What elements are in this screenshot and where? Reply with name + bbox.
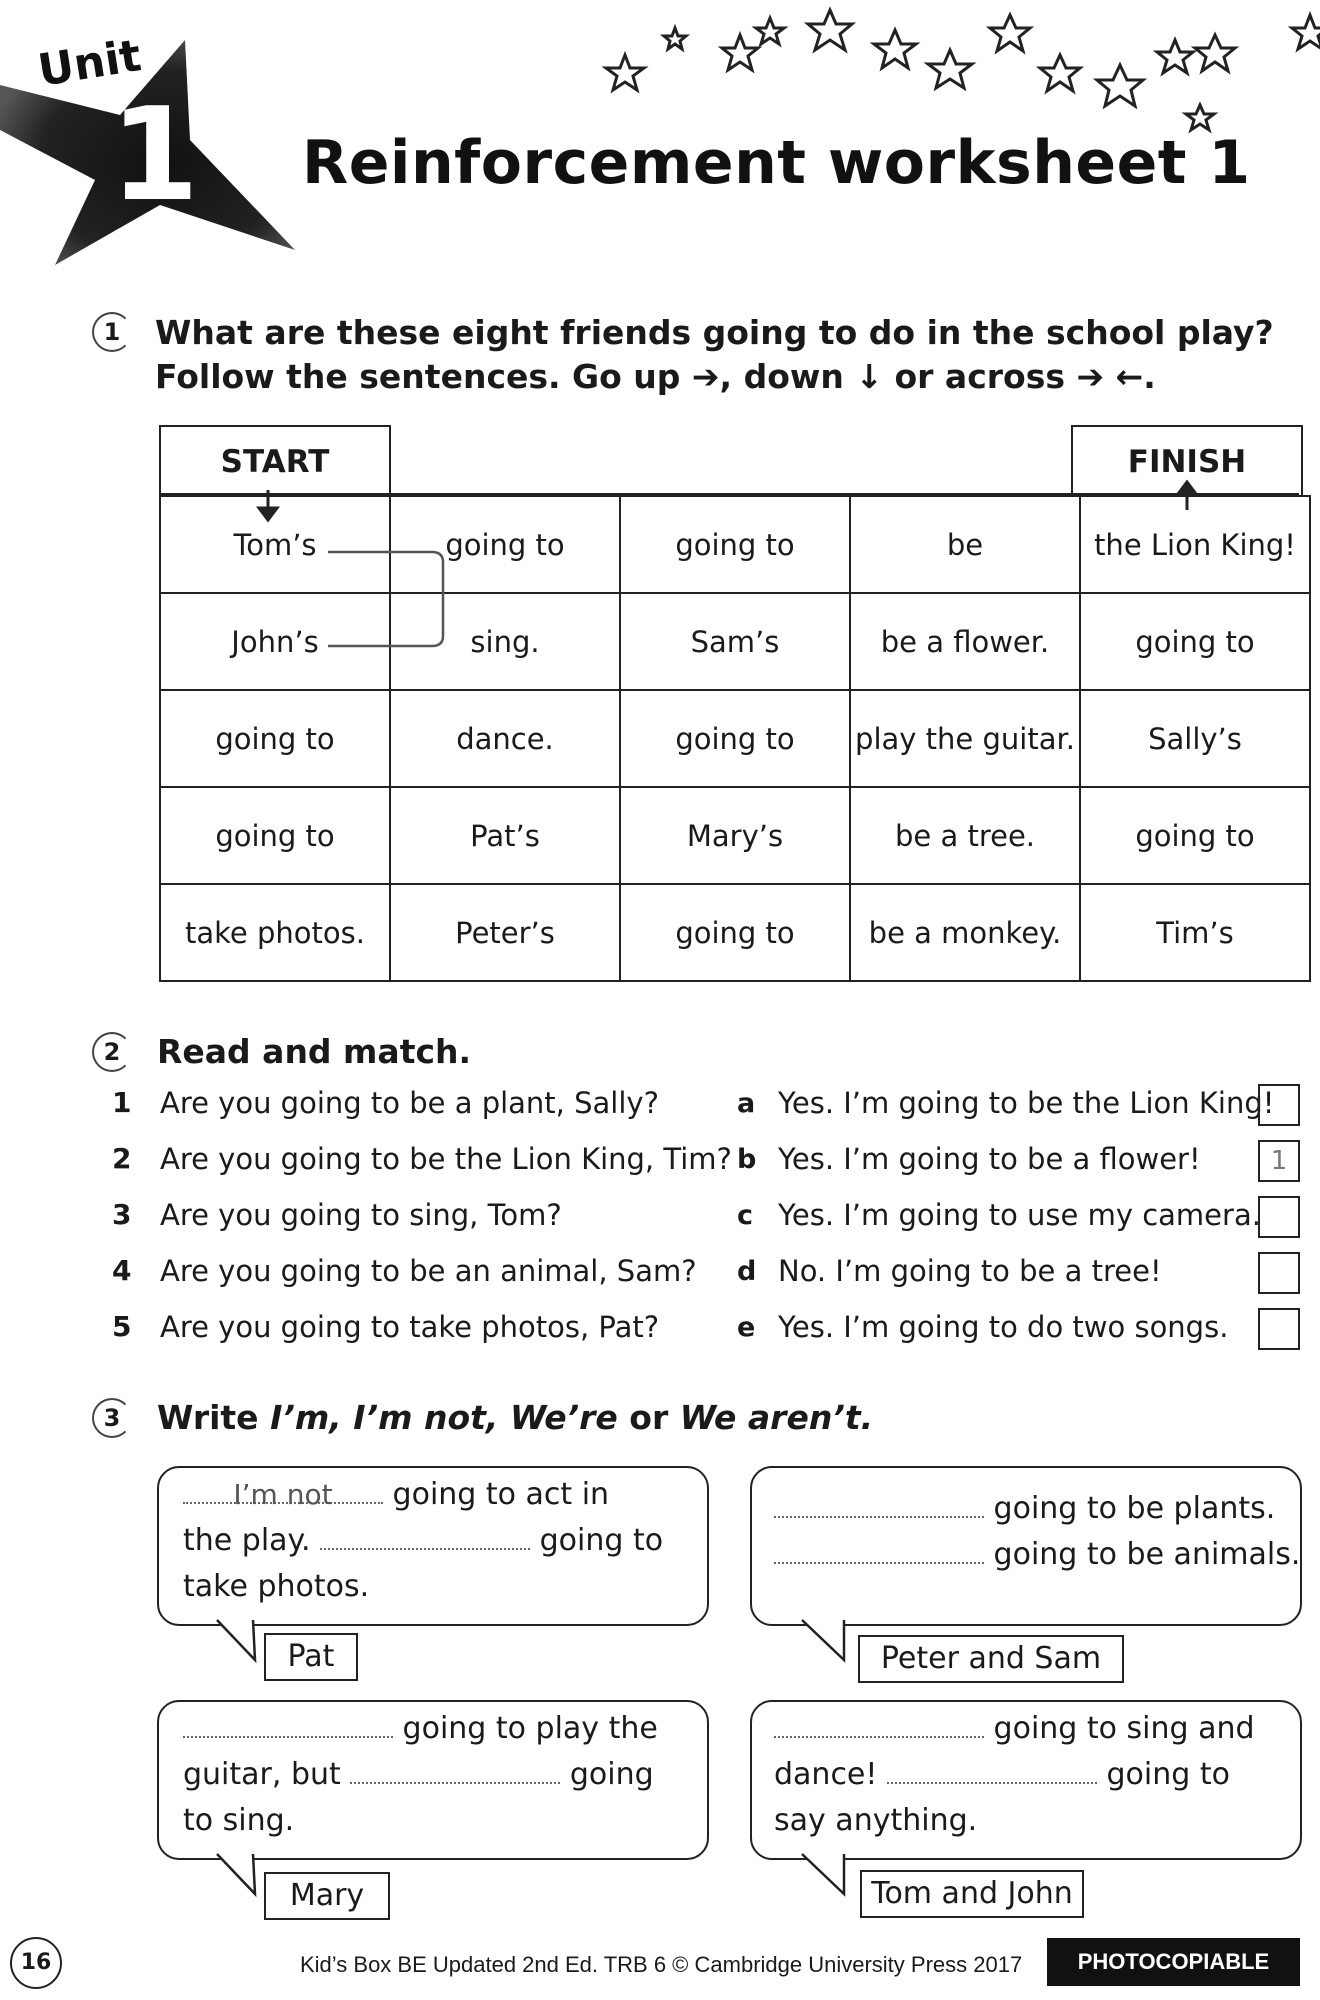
bubble-tail-pat (215, 1618, 265, 1664)
bubble-pat-line1 (183, 1472, 609, 1518)
grid-cell[interactable]: the Lion King! (1080, 496, 1310, 593)
text: going to be animals. (993, 1537, 1301, 1572)
answer-blank[interactable] (774, 1486, 984, 1518)
grid-cell[interactable]: be a flower. (850, 593, 1080, 690)
bubble-tom-line2 (774, 1752, 1230, 1798)
answer-blank[interactable] (320, 1518, 530, 1550)
answer-text: Yes. I’m going to do two songs. (778, 1310, 1229, 1344)
question-text: Are you going to be an animal, Sam? (160, 1254, 697, 1288)
grid-cell[interactable]: Sally’s (1080, 690, 1310, 787)
start-text: START (220, 444, 330, 480)
start-label (159, 425, 391, 497)
answer-checkbox[interactable]: 1 (1258, 1140, 1300, 1182)
answer-checkbox[interactable] (1258, 1252, 1300, 1294)
answer-letter: c (737, 1200, 754, 1231)
word-maze-grid (159, 495, 1311, 982)
question-text: Are you going to be the Lion King, Tim? (160, 1142, 732, 1176)
grid-row (160, 884, 1310, 981)
grid-cell[interactable]: going to (620, 496, 850, 593)
text: going to (539, 1523, 664, 1558)
text: going to (1106, 1757, 1230, 1792)
copyright-notice: Kid’s Box BE Updated 2nd Ed. TRB 6 © Cambridge University Press 2017 (300, 1952, 1023, 1977)
grid-row (160, 690, 1310, 787)
answer-letter: a (737, 1088, 756, 1119)
answer-letter: b (737, 1144, 757, 1175)
answer-text: Yes. I’m going to use my camera. (778, 1198, 1261, 1232)
grid-row (160, 593, 1310, 690)
grid-cell[interactable]: sing. (390, 593, 620, 690)
question-text: Are you going to sing, Tom? (160, 1198, 562, 1232)
bubble-tail-peter-and-sam (800, 1618, 850, 1664)
grid-cell[interactable]: Tim’s (1080, 884, 1310, 981)
question-text: Are you going to be a plant, Sally? (160, 1086, 659, 1120)
exercise-1-number: 1 (92, 312, 132, 352)
grid-cell[interactable]: dance. (390, 690, 620, 787)
bubble-mary-line1 (183, 1706, 658, 1752)
question-number: 5 (112, 1310, 132, 1343)
answer-checkbox[interactable] (1258, 1308, 1300, 1350)
bubble-tail-mary (215, 1852, 265, 1898)
answer-blank[interactable] (774, 1706, 984, 1738)
grid-cell[interactable]: Peter’s (390, 884, 620, 981)
answer-checkbox[interactable] (1258, 1084, 1300, 1126)
grid-cell[interactable]: Sam’s (620, 593, 850, 690)
question-number: 4 (112, 1254, 132, 1287)
exercise-3-number: 3 (92, 1398, 132, 1438)
grid-row (160, 496, 1310, 593)
answer-text: Yes. I’m going to be the Lion King! (778, 1086, 1275, 1120)
text: going to act in (392, 1477, 610, 1512)
grid-cell[interactable]: Tom’s (160, 496, 390, 593)
answer-checkbox[interactable] (1258, 1196, 1300, 1238)
grid-cell[interactable]: going to (620, 884, 850, 981)
speaker-name-peter-and-sam: Peter and Sam (858, 1635, 1124, 1683)
bubble-peter-line2 (774, 1532, 1300, 1578)
answer-blank[interactable] (350, 1752, 560, 1784)
text: the play. (183, 1523, 311, 1558)
bubble-peter-line1 (774, 1486, 1275, 1532)
bubble-tail-tom-and-john (800, 1852, 850, 1898)
answer-blank[interactable] (774, 1532, 984, 1564)
bubble-tom-line3: say anything. (774, 1803, 978, 1838)
speaker-name-pat: Pat (264, 1633, 358, 1681)
bubble-pat-line2 (183, 1518, 663, 1564)
instr-prefix: Write (157, 1398, 271, 1437)
unit-number: 1 (110, 81, 200, 230)
text: going to sing and (993, 1711, 1255, 1746)
instr-or: or (617, 1398, 680, 1437)
bubble-tom-line1 (774, 1706, 1255, 1752)
finish-text: FINISH (1127, 444, 1247, 480)
unit-label: Unit (34, 30, 145, 97)
photocopiable-banner: PHOTOCOPIABLE (1047, 1938, 1300, 1986)
grid-cell[interactable]: going to (160, 787, 390, 884)
text: going to play the (402, 1711, 658, 1746)
answer-text: Yes. I’m going to be a flower! (778, 1142, 1201, 1176)
grid-cell[interactable]: John’s (160, 593, 390, 690)
instr-options: I’m, I’m not, We’re (270, 1398, 618, 1437)
page-title: Reinforcement worksheet 1 (302, 128, 1251, 198)
grid-cell[interactable]: going to (1080, 787, 1310, 884)
grid-cell[interactable]: going to (1080, 593, 1310, 690)
grid-cell[interactable]: Pat’s (390, 787, 620, 884)
grid-cell[interactable]: be a tree. (850, 787, 1080, 884)
text: guitar, but (183, 1757, 341, 1792)
grid-cell[interactable]: going to (160, 690, 390, 787)
speaker-name-tom-and-john: Tom and John (860, 1870, 1084, 1918)
exercise-3-instruction (157, 1396, 873, 1440)
text: going to be plants. (993, 1491, 1276, 1526)
grid-cell[interactable]: going to (620, 690, 850, 787)
answer-text: No. I’m going to be a tree! (778, 1254, 1162, 1288)
instr-last: We aren’t. (679, 1398, 874, 1437)
answer-letter: d (737, 1256, 757, 1287)
question-number: 1 (112, 1086, 132, 1119)
exercise-1-instruction-line1: What are these eight friends going to do in the school play? (155, 313, 1274, 352)
page-number: 16 (10, 1937, 62, 1989)
grid-cell[interactable]: Mary’s (620, 787, 850, 884)
grid-cell[interactable]: play the guitar. (850, 690, 1080, 787)
speaker-name-mary: Mary (264, 1872, 390, 1920)
text: dance! (774, 1757, 878, 1792)
grid-cell[interactable]: be (850, 496, 1080, 593)
grid-row (160, 787, 1310, 884)
text: going (569, 1757, 654, 1792)
grid-cell[interactable]: take photos. (160, 884, 390, 981)
decorative-stars-icon (590, 0, 1320, 150)
question-text: Are you going to take photos, Pat? (160, 1310, 660, 1344)
answer-blank[interactable] (887, 1752, 1097, 1784)
finish-label (1071, 425, 1303, 497)
question-number: 3 (112, 1198, 132, 1231)
grid-cell[interactable]: going to (390, 496, 620, 593)
bubble-pat-line3: take photos. (183, 1569, 370, 1604)
answer-letter: e (737, 1312, 756, 1343)
bubble-mary-line3: to sing. (183, 1803, 295, 1838)
exercise-2-number: 2 (92, 1032, 132, 1072)
exercise-1-instruction-line2: Follow the sentences. Go up ➔, down ↓ or across ➔ ←. (155, 357, 1156, 396)
question-number: 2 (112, 1142, 132, 1175)
bubble-mary-line2 (183, 1752, 654, 1798)
grid-cell[interactable]: be a monkey. (850, 884, 1080, 981)
exercise-2-instruction: Read and match. (157, 1032, 472, 1071)
answer-blank[interactable] (183, 1706, 393, 1738)
answer-blank-filled[interactable]: I’m not (183, 1472, 383, 1504)
